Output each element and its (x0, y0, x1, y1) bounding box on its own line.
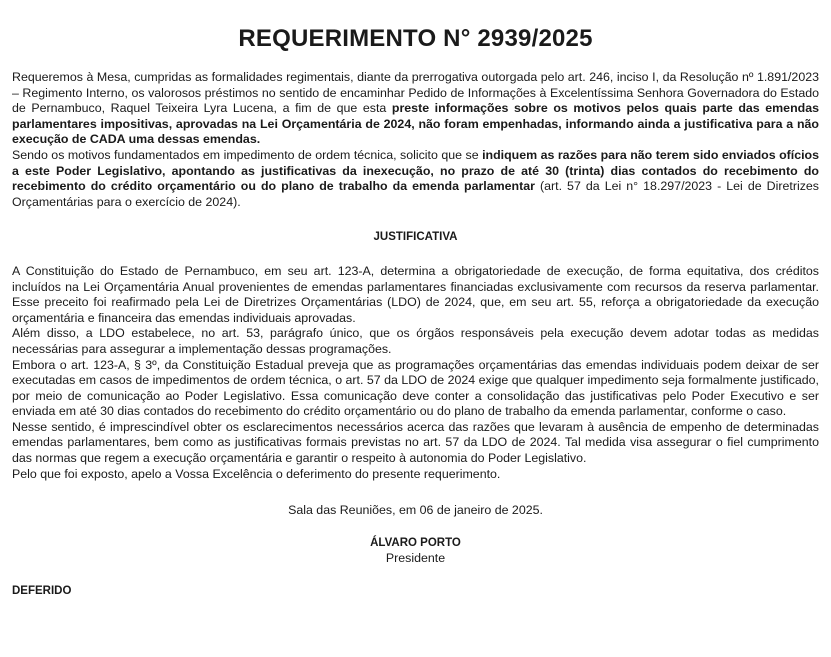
request-text: (art. 57 da Lei n° 18.297/2023 - Lei de Diretrizes Orçamentárias para o exercício de 2024). (12, 179, 819, 209)
justification-paragraph: A Constituição do Estado de Pernambuco, em seu art. 123-A, determina a obrigatoriedade de execução, de forma equitativa, dos créditos incluídos na Lei Orçamentária Anual provenientes de emendas parlamentares financiadas exclusivamente com recursos da reserva parlamentar. Esse preceito foi reafirmado pela Lei de Diretrizes Orçamentárias (LDO) de 2024, que, em seu art. 55, reforça a obrigatoriedade da execução orçamentária e financeira das emendas individuais aprovadas. (12, 263, 819, 325)
request-highlight: preste informações sobre os motivos pelos quais parte das emendas parlamentares impositivas, aprovadas na Lei Orçamentária de 2024, não foram empenhadas, informando ainda a justificativa para a não execução de CADA uma dessas emendas. (12, 101, 819, 147)
status-label: DEFERIDO (12, 585, 72, 598)
justification-paragraph: Pelo que foi exposto, apelo a Vossa Excelência o deferimento do presente requerimento. (12, 466, 501, 481)
justification-paragraph: Além disso, a LDO estabelece, no art. 53, parágrafo único, que os órgãos responsáveis pela execução devem adotar todas as medidas necessárias para assegurar a implementação dessas programações. (12, 326, 819, 356)
justification-paragraph: Embora o art. 123-A, § 3º, da Constituição Estadual preveja que as programações orçamentárias das emendas individuais podem deixar de ser executadas em casos de impedimentos de ordem técnica, o art. 57 da LDO de 2024 exige que qualquer impedimento seja formalmente justificado, por meio de comunicação ao Poder Legislativo. Essa comunicação deve conter a consolidação das justificativas pelo Poder Executivo e ser enviada em até 30 dias contados do recebimento do crédito orçamentário ou do plano de trabalho da emenda parlamentar, conforme o caso. (12, 357, 819, 419)
place-date: Sala das Reuniões, em 06 de janeiro de 2025. (288, 503, 543, 518)
justification-heading: JUSTIFICATIVA (373, 231, 458, 244)
signer-role: Presidente (385, 551, 446, 566)
document-title: REQUERIMENTO N° 2939/2025 (238, 25, 593, 52)
request-text: Requeremos à Mesa, cumpridas as formalidades regimentais, diante da prerrogativa outorgada pelo art. 246, inciso I, da Resolução nº 1.891/2023 – Regimento Interno, os valorosos préstimos no sentido de encaminhar Pedido de Informações à Excelentíssima Senhora Governadora do Estado de Pernambuco, Raquel Teixeira Lyra Lucena, a fim de que esta (12, 70, 819, 116)
request-paragraph-2 (12, 148, 819, 210)
request-paragraph-1 (12, 70, 819, 148)
request-text: Sendo os motivos fundamentados em impedimento de ordem técnica, solicito que se (12, 147, 483, 162)
justification-paragraph: Nesse sentido, é imprescindível obter os esclarecimentos necessários acerca das razões que levaram à ausência de empenho de determinadas emendas parlamentares, bem como as justificativas formais previstas no art. 57 da LDO de 2024. Tal medida visa assegurar o fiel cumprimento das normas que regem a execução orçamentária e garantir o respeito à autonomia do Poder Legislativo. (12, 419, 819, 466)
signer-name: ÁLVARO PORTO (370, 536, 461, 549)
request-highlight: indiquem as razões para não terem sido enviados ofícios a este Poder Legislativo, apontando as justificativas da inexecução, no prazo de até 30 (trinta) dias contados do recebimento do recebimento do crédito orçamentário ou do plano de trabalho da emenda parlamentar (12, 147, 819, 194)
